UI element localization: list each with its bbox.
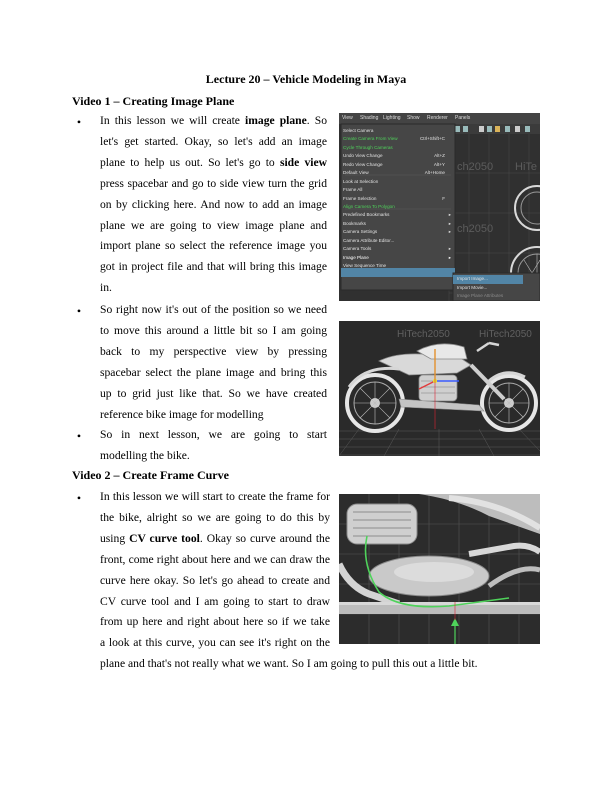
document-title: Lecture 20 – Vehicle Modeling in Maya — [205, 72, 407, 86]
screenshot-cv-curve — [339, 494, 540, 644]
text-line: import plane so select the reference image you — [100, 239, 327, 253]
menu-item-shortcut: Alt+Home — [424, 170, 445, 176]
submenu-arrow-icon: ▸ — [448, 254, 451, 260]
menu-item-default-view[interactable] — [343, 169, 453, 177]
menu-item-label: Camera Attribute Editor... — [343, 237, 395, 243]
menu-item-label: Undo View Change — [343, 153, 383, 159]
menu-item-select-camera[interactable] — [343, 127, 453, 135]
text-line: curve here okay. So let's go ahead to create and — [100, 573, 330, 587]
text-run: . So — [306, 114, 327, 127]
text-line: In this lesson we will start to create the frame for — [100, 490, 330, 503]
menubar-item-panels[interactable]: Panels — [455, 115, 471, 121]
bullet-glyph: • — [76, 115, 82, 129]
text-run: using — [100, 531, 130, 545]
menu-item-label: Create Camera From View — [343, 136, 398, 142]
menu-item-label: Default View — [343, 170, 369, 176]
text-line: from up here and right about here so if we take — [100, 615, 330, 629]
menu-item-shortcut: Ctrl+Shift+C — [419, 136, 445, 142]
submenu-arrow-icon: ▸ — [448, 220, 451, 226]
submenu-arrow-icon: ▸ — [448, 229, 451, 235]
menu-item-image-plane[interactable] — [343, 254, 453, 262]
menu-item-bookmarks[interactable] — [343, 220, 453, 228]
menu-item-label: Align Camera To Polygon — [343, 203, 395, 209]
text-line: plane and that's not really what we want. So I am going to pull this out a little bit. — [100, 657, 478, 671]
view-menu — [343, 127, 453, 270]
watermark: ch2050 — [457, 223, 494, 235]
text-line: the bike, alright so we are going to do this by — [100, 510, 330, 524]
menubar-item-renderer[interactable]: Renderer — [427, 115, 448, 121]
submenu-item-image-plane-attributes[interactable]: Image Plane Attributes — [457, 293, 504, 298]
menu-item-create-camera[interactable] — [343, 135, 453, 143]
text-line: to move this around a little bit so I am going — [100, 323, 327, 337]
screenshot-bike-image-plane — [339, 321, 540, 456]
watermark: ch2050 — [457, 161, 494, 173]
menu-item-label: Cycle Through Cameras — [343, 144, 393, 150]
text-line: a look at this curve, you can see it's right on the — [100, 636, 330, 650]
text-line: So right now it's out of the position so we need — [100, 303, 327, 316]
paragraph-position — [100, 300, 327, 425]
menubar-item-shading[interactable]: Shading — [360, 115, 379, 121]
menu-item-frame-selection[interactable] — [343, 195, 453, 203]
text-run: plane to help us out. So let's go to — [100, 155, 280, 169]
menu-item-undo-view[interactable] — [343, 152, 453, 160]
menu-item-camera-tools[interactable] — [343, 245, 453, 253]
submenu-arrow-icon: ▸ — [448, 212, 451, 218]
text-line: CV curve tool and I am going to start to draw — [100, 594, 330, 608]
menu-item-look-at-selection[interactable] — [343, 178, 453, 186]
menu-item-label: Look at Selection — [343, 178, 379, 184]
menu-item-camera-attribute-editor[interactable] — [343, 237, 453, 245]
maya-menubar — [339, 113, 540, 124]
menu-item-predefined-bookmarks[interactable] — [343, 211, 453, 219]
text-line: modelling the bike. — [100, 448, 190, 462]
submenu-item-import-image[interactable]: Import Image... — [457, 276, 488, 281]
menu-item-label: Camera Tools — [343, 246, 372, 252]
curve-viewport — [339, 494, 540, 644]
menu-item-redo-view[interactable] — [343, 161, 453, 169]
screenshot-view-menu — [339, 113, 540, 301]
text-run: In this lesson we will create — [100, 114, 246, 127]
text-line: on by clicking here. And now to add an image — [100, 197, 327, 211]
menu-item-label: Redo View Change — [343, 161, 383, 167]
bold-term-side-view: side view — [279, 155, 327, 169]
bike-viewport — [339, 321, 540, 456]
menu-item-label: Image Plane — [343, 254, 369, 260]
menu-item-shortcut: Alt+Y — [433, 161, 445, 167]
section-heading-video-2: Video 2 – Create Frame Curve — [72, 468, 229, 482]
text-line: in. — [100, 281, 112, 295]
text-line: up to grid just like that. So we have created — [100, 386, 327, 400]
text-line: spacebar select the plane image and bring this — [100, 365, 327, 379]
menu-item-label: Predefined Bookmarks — [343, 212, 390, 218]
bold-term-image-plane: image plane — [245, 114, 307, 127]
watermark: HiTech2050 — [397, 329, 450, 340]
text-line — [100, 153, 327, 174]
menu-item-camera-settings[interactable] — [343, 228, 453, 236]
submenu-arrow-icon: ▸ — [448, 246, 451, 252]
menu-item-label: Camera Settings — [343, 229, 378, 235]
menu-item-label: Select Camera — [343, 128, 374, 133]
text-line: So in next lesson, we are going to start — [100, 428, 327, 441]
bullet-glyph: • — [76, 491, 82, 505]
text-run: . Okay so curve around the — [199, 531, 330, 545]
text-line — [100, 529, 330, 550]
bullet-glyph: • — [76, 304, 82, 318]
menubar-item-view[interactable]: View — [342, 115, 353, 121]
watermark: HiTech2050 — [479, 329, 532, 340]
menu-item-label: Bookmarks — [343, 220, 366, 226]
bullet-glyph: • — [76, 429, 82, 443]
text-line: reference bike image for modelling — [100, 407, 264, 421]
menu-item-view-sequence-time[interactable] — [343, 262, 453, 270]
section-heading-video-1: Video 1 – Creating Image Plane — [72, 94, 235, 108]
text-line: press spacebar and go to side view turn the grid — [100, 176, 327, 190]
menu-item-label: View Sequence Time — [343, 263, 387, 268]
paragraph-next-lesson — [100, 425, 327, 467]
menubar-item-lighting[interactable]: Lighting — [383, 115, 401, 121]
image-plane-submenu — [457, 275, 539, 301]
paragraph-frame-curve — [100, 487, 478, 675]
text-line: back to my perspective view by pressing — [100, 344, 327, 358]
paragraph-image-plane — [100, 111, 327, 299]
menubar-item-show[interactable]: Show — [407, 115, 420, 121]
menu-item-frame-all[interactable] — [343, 186, 453, 194]
menu-item-label: Frame All — [343, 187, 363, 193]
text-line: front, come right about here and we can draw the — [100, 552, 330, 566]
bold-term-cv-curve-tool: CV curve tool — [129, 531, 200, 545]
menu-item-label: Frame Selection — [343, 195, 377, 201]
text-line: plane we are going to view image plane and — [100, 218, 327, 232]
submenu-item-import-movie[interactable]: Import Movie... — [457, 284, 488, 290]
watermark: HiTe — [515, 161, 538, 173]
text-line: got in project file and that will bring this image — [100, 260, 327, 274]
menu-item-shortcut: Alt+Z — [434, 153, 445, 159]
menu-item-cycle-cameras[interactable] — [343, 144, 453, 152]
menu-item-shortcut: F — [442, 195, 445, 201]
text-line — [100, 111, 327, 132]
menu-item-align-camera[interactable] — [343, 203, 453, 211]
text-line: let's get started. Okay, so let's add an image — [100, 134, 327, 148]
